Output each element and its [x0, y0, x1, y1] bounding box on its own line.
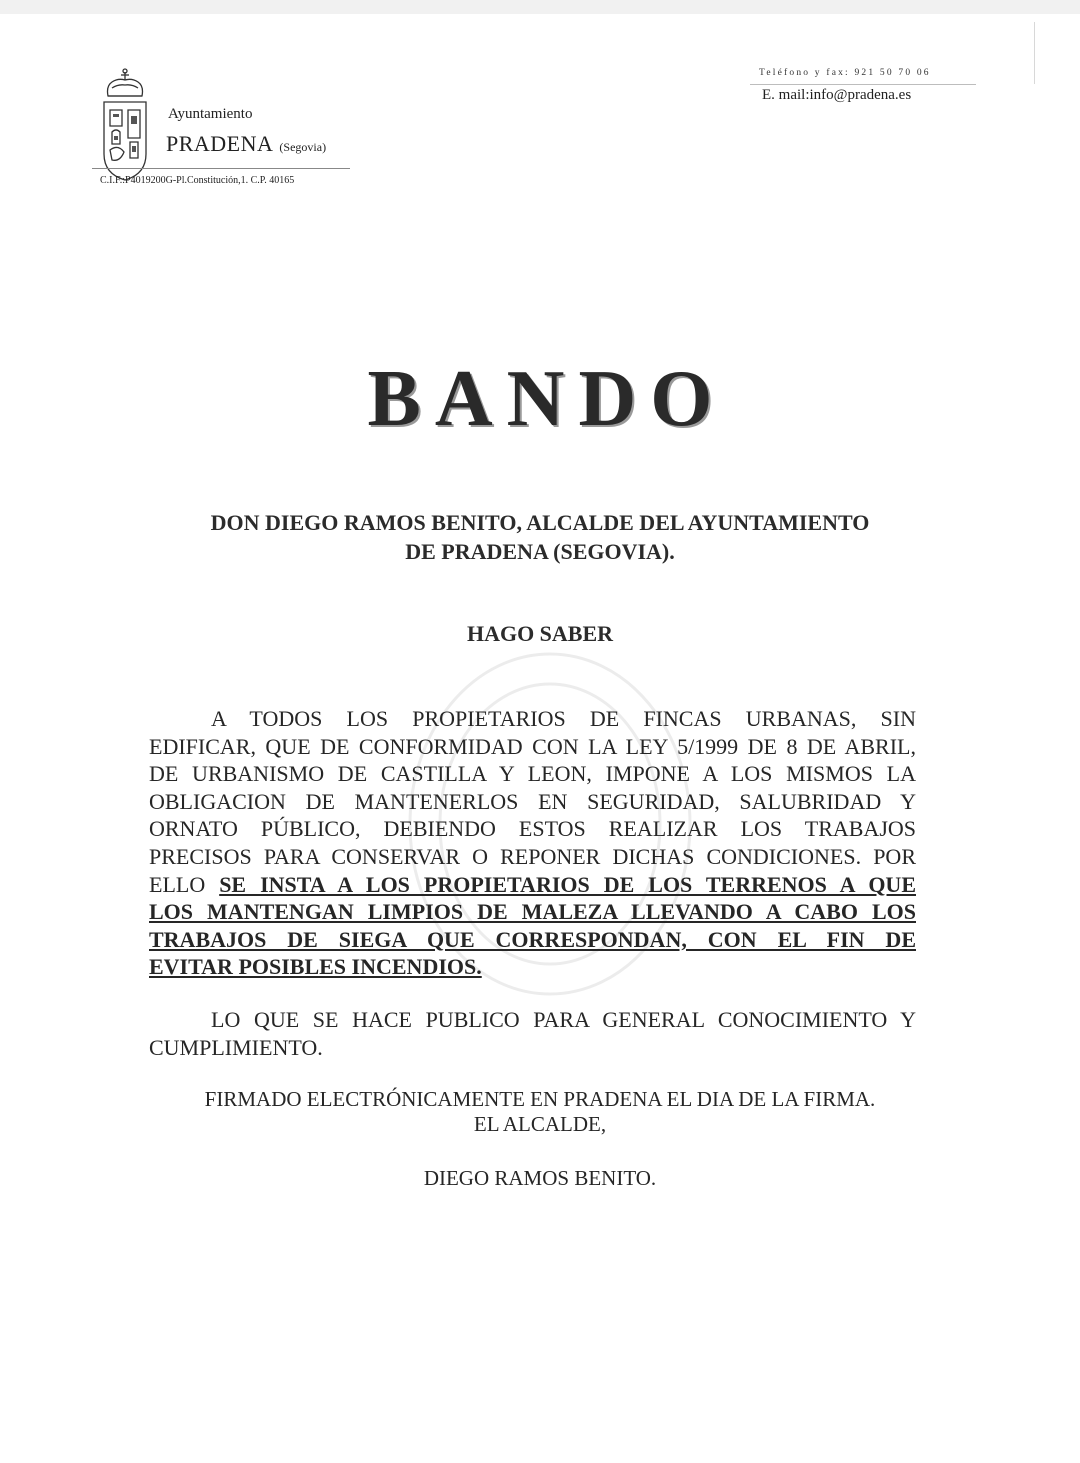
body-line-1: A TODOS LOS PROPIETARIOS DE FINCAS URBANAS, SIN: [211, 706, 916, 731]
body-paragraph: [149, 705, 916, 981]
scan-edge-mark: [1034, 22, 1035, 84]
cif-address: C.I.F.:P4019200G-Pl.Constitución,1. C.P. 40165: [100, 175, 295, 186]
body-line-4: OBLIGACION DE MANTENERLOS EN SEGURIDAD, SALUBRIDAD Y: [149, 788, 916, 814]
signature-statement: FIRMADO ELECTRÓNICAMENTE EN PRADENA EL DIA DE LA FIRMA.: [204, 1087, 876, 1111]
document-page: [0, 14, 1080, 1463]
town-name: [166, 131, 326, 157]
phone-fax: Teléfono y fax: 921 50 70 06: [759, 68, 931, 78]
emphasis-line-1: SE INSTA A LOS PROPIETARIOS DE LOS TERRENOS A QUE: [219, 871, 916, 897]
mayor-title: EL ALCALDE,: [473, 1112, 607, 1136]
body-line-5: ORNATO PÚBLICO, DEBIENDO ESTOS REALIZAR LOS TRABAJOS: [149, 816, 916, 842]
authority-line-1: DON DIEGO RAMOS BENITO, ALCALDE DEL AYUNTAMIENTO: [210, 510, 870, 535]
letterhead-rule: [92, 168, 350, 169]
province-label: (Segovia): [279, 140, 327, 154]
body-line-2: EDIFICAR, QUE DE CONFORMIDAD CON LA LEY 5/1999 DE 8 DE ABRIL,: [149, 733, 916, 759]
body-line-7-plain: ELLO: [149, 871, 206, 897]
contact-rule: [750, 84, 976, 85]
closing-line-1: LO QUE SE HACE PUBLICO PARA GENERAL CONOCIMIENTO Y: [211, 1007, 916, 1032]
mayor-name: DIEGO RAMOS BENITO.: [423, 1166, 657, 1190]
hago-saber-heading: HAGO SABER: [466, 621, 614, 646]
municipal-coat-of-arms-icon: [96, 66, 154, 184]
town-label: PRADENA: [166, 131, 274, 156]
body-line-6: PRECISOS PARA CONSERVAR O REPONER DICHAS CONDICIONES. POR: [149, 843, 916, 869]
emphasis-line-4: EVITAR POSIBLES INCENDIOS.: [149, 954, 482, 980]
body-line-7: [149, 871, 916, 899]
emphasis-line-2: LOS MANTENGAN LIMPIOS DE MALEZA LLEVANDO A CABO LOS: [149, 899, 916, 925]
document-title: BANDO: [367, 355, 727, 443]
body-line-3: DE URBANISMO DE CASTILLA Y LEON, IMPONE A LOS MISMOS LA: [149, 761, 916, 787]
authority-heading: [140, 508, 940, 566]
closing-paragraph: [149, 1006, 916, 1061]
organization-name: Ayuntamiento: [168, 106, 253, 122]
emphasis-line-3: TRABAJOS DE SIEGA QUE CORRESPONDAN, CON EL FIN DE: [149, 926, 916, 952]
emphasis-line-4-wrap: [149, 953, 916, 981]
authority-line-2: DE PRADENA (SEGOVIA).: [405, 539, 675, 564]
email-address: E. mail:info@pradena.es: [762, 87, 912, 103]
closing-line-2: CUMPLIMIENTO.: [149, 1034, 323, 1060]
